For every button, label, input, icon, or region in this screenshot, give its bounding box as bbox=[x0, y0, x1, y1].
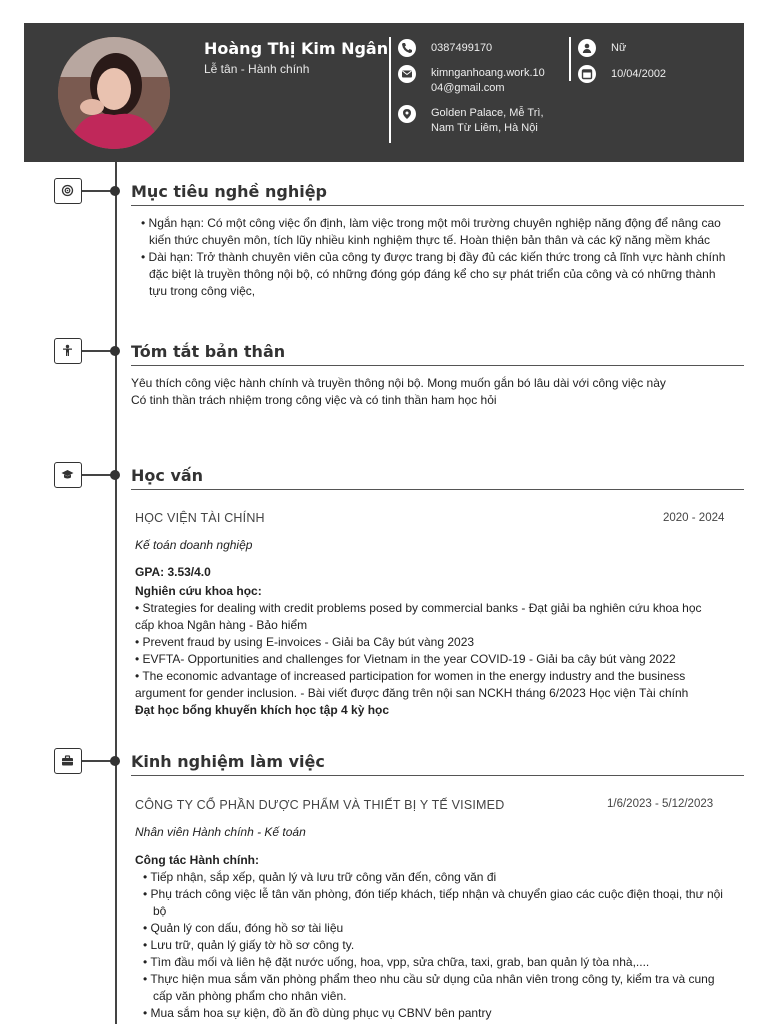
avatar bbox=[58, 37, 170, 149]
section-divider bbox=[131, 365, 744, 366]
calendar-icon bbox=[578, 65, 596, 83]
phone-icon bbox=[398, 39, 416, 57]
profile-name: Hoàng Thị Kim Ngân bbox=[204, 39, 389, 58]
section-title-objective: Mục tiêu nghề nghiệp bbox=[131, 182, 327, 201]
section-divider bbox=[131, 205, 744, 206]
section-title-experience: Kinh nghiệm làm việc bbox=[131, 752, 325, 771]
section-title-summary: Tóm tắt bản thân bbox=[131, 342, 286, 361]
header-divider bbox=[569, 37, 571, 81]
experience-position: Nhân viên Hành chính - Kế toán bbox=[135, 825, 306, 839]
duties-list: Công tác Hành chính: • Tiếp nhận, sắp xếp, quản lý và lưu trữ công văn đến, công văn đi • Phụ trách công việc lễ tân văn phòng, đón tiếp khách, tiếp nhận và chuyển giao các cuộc điện thoại, thư nội bộ • Quản lý con dấu, đóng hồ sơ tài liệu • Lưu trữ, quản lý giấy tờ hồ sơ công ty. • Tìm đầu mối và liên hệ đặt nước uống, hoa, vpp, sửa chữa, taxi, grab, ban quản lý tòa nhà,.... • Thực hiện mua sắm văn phòng phẩm theo nhu cầu sử dụng của nhân viên trong công ty, kiểm tra và cung cấp văn phòng phẩm cho nhân viên. • Mua sắm hoa sự kiện, đồ ăn đồ dùng phục vụ CBNV bên pantry bbox=[135, 853, 723, 1020]
company-name: CÔNG TY CỔ PHẦN DƯỢC PHẨM VÀ THIẾT BỊ Y TẾ VISIMED bbox=[135, 798, 505, 812]
header-divider bbox=[389, 37, 391, 143]
gender-text: Nữ bbox=[611, 42, 627, 54]
education-dates: 2020 - 2024 bbox=[663, 512, 725, 524]
email-icon bbox=[398, 65, 416, 83]
briefcase-icon bbox=[54, 748, 82, 774]
education-major: Kế toán doanh nghiệp bbox=[135, 538, 253, 552]
profile-header bbox=[24, 23, 744, 162]
timeline-line bbox=[115, 162, 117, 1024]
avatar-photo bbox=[58, 37, 170, 149]
summary-text: Yêu thích công việc hành chính và truyền thông nội bộ. Mong muốn gắn bó lâu dài với công việc này Có tinh thần trách nhiệm trong công việc và có tinh thần ham học hỏi bbox=[131, 376, 666, 407]
person-icon bbox=[54, 338, 82, 364]
research-list: Nghiên cứu khoa học: • Strategies for dealing with credit problems posed by commercial banks - Đạt giải ba nghiên cứu khoa học cấp khoa Ngân hàng - Bảo hiểm • Prevent fraud by using E-invoices - Giải ba Cây bút vàng 2023 • EVFTA- Opportunities and challenges for Vietnam in the year COVID-19 - Giải ba cây bút vàng 2022 • The economic advantage of increased participation for women in the energy industry and the business argument for gender inclusion. - Bài viết được đăng trên nội san NCKH tháng 6/2023 Học viện Tài chính Đạt học bổng khuyến khích học tập 4 kỳ học bbox=[135, 584, 702, 717]
dob-text: 10/04/2002 bbox=[611, 68, 667, 80]
phone-text: 0387499170 bbox=[431, 42, 493, 54]
timeline-dot bbox=[110, 470, 120, 480]
section-divider bbox=[131, 489, 744, 490]
graduation-cap-icon bbox=[54, 462, 82, 488]
profile-role: Lễ tân - Hành chính bbox=[204, 62, 310, 76]
experience-dates: 1/6/2023 - 5/12/2023 bbox=[607, 798, 714, 810]
objective-text: • Ngắn hạn: Có một công việc ổn định, làm việc trong một môi trường chuyên nghiệp năng động để nâng cao kiến thức chuyên môn, tích lũy nhiều kinh nghiệm thực tế. Hoàn thiện bản thân và các kỹ năng mềm khác • Dài hạn: Trở thành chuyên viên của công ty được trang bị đầy đủ các kiến thức trong cả lĩnh vực hành chính đặc biệt là truyền thông nội bộ, có những đóng góp đáng kể cho sự phát triển của công và có những thành tựu trong công việc, bbox=[141, 216, 726, 298]
section-title-education: Học vấn bbox=[131, 466, 204, 485]
location-icon bbox=[398, 105, 416, 123]
section-divider bbox=[131, 775, 744, 776]
school-name: HỌC VIỆN TÀI CHÍNH bbox=[135, 511, 265, 525]
target-icon bbox=[54, 178, 82, 204]
timeline-dot bbox=[110, 186, 120, 196]
gender-icon bbox=[578, 39, 596, 57]
education-gpa: GPA: 3.53/4.0 bbox=[135, 565, 211, 579]
timeline-dot bbox=[110, 346, 120, 356]
email-text: kimnganhoang.work.10 04@gmail.com bbox=[431, 67, 545, 94]
address-text: Golden Palace, Mễ Trì, Nam Từ Liêm, Hà Nội bbox=[431, 107, 544, 134]
timeline-dot bbox=[110, 756, 120, 766]
